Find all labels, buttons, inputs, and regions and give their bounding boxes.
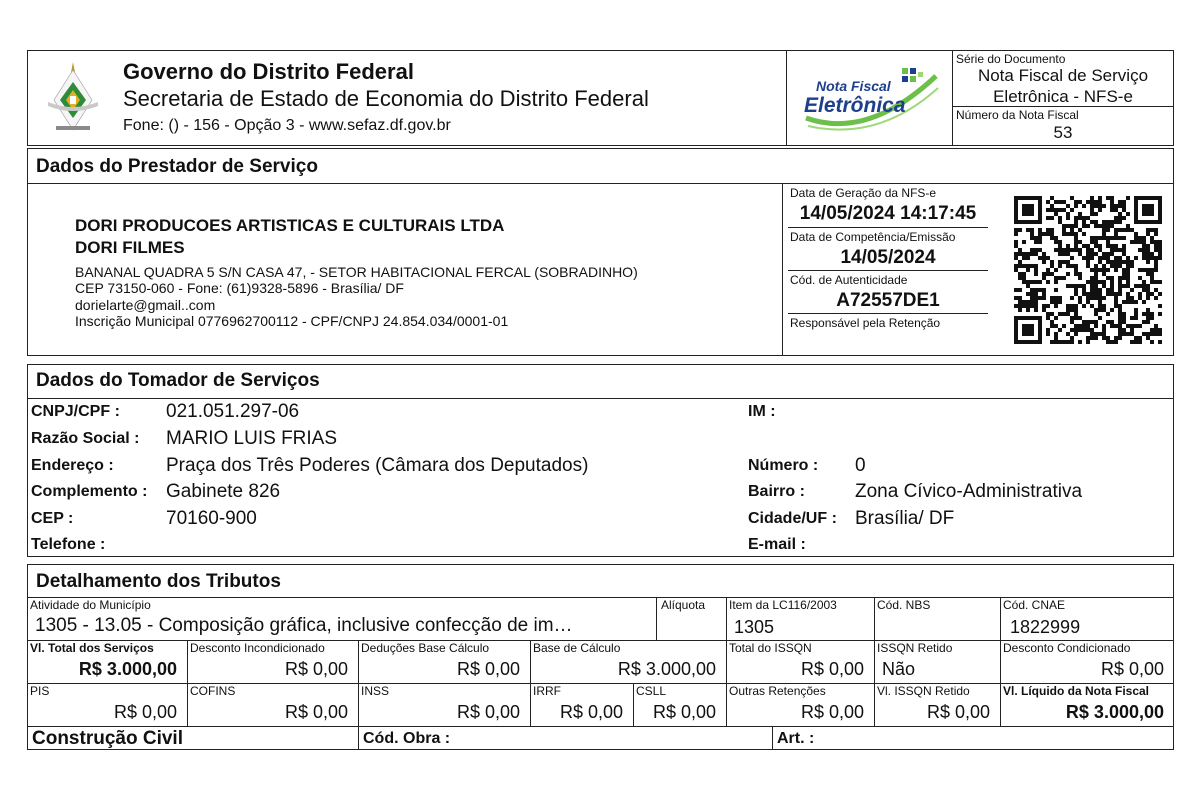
csll-label: CSLL	[636, 684, 667, 698]
endereco-value: Praça dos Três Poderes (Câmara dos Deputados)	[166, 455, 589, 476]
deducoes-label: Deduções Base Cálculo	[361, 641, 490, 655]
prestador-endereco: BANANAL QUADRA 5 S/N CASA 47, - SETOR HABITACIONAL FERCAL (SOBRADINHO)	[75, 264, 638, 280]
cnae-cell	[1000, 597, 1174, 640]
desconto-cond-label: Desconto Condicionado	[1003, 641, 1131, 655]
inss-cell	[358, 683, 530, 726]
vl-issqn-retido-cell	[874, 683, 1000, 726]
vl-issqn-retido-value: R$ 0,00	[926, 702, 990, 722]
total-issqn-value: R$ 0,00	[800, 659, 864, 679]
tributos-title: Detalhamento dos Tributos	[36, 571, 281, 592]
csll-cell	[633, 683, 726, 726]
endereco-label: Endereço :	[31, 457, 114, 474]
numero-value: 0	[855, 455, 866, 476]
pis-label: PIS	[30, 684, 50, 698]
nfe-logo-line1: Nota Fiscal	[816, 78, 891, 94]
secretaria-name: Secretaria de Estado de Economia do Distrito Federal	[123, 86, 649, 111]
issqn-retido-value: Não	[882, 659, 916, 679]
cofins-cell	[187, 683, 358, 726]
autenticidade-label: Cód. de Autenticidade	[790, 273, 908, 287]
prestador-title: Dados do Prestador de Serviço	[36, 156, 318, 177]
pis-value: R$ 0,00	[113, 702, 177, 722]
issqn-retido-label: ISSQN Retido	[877, 641, 953, 655]
total-issqn-cell	[726, 640, 874, 683]
desconto-incond-label: Desconto Incondicionado	[190, 641, 325, 655]
base-calculo-value: R$ 3.000,00	[617, 659, 716, 679]
item-lc-cell	[726, 597, 874, 640]
complemento-label: Complemento :	[31, 483, 148, 500]
outras-retencoes-value: R$ 0,00	[800, 702, 864, 722]
irrf-value: R$ 0,00	[559, 702, 623, 722]
liquido-cell	[1000, 683, 1174, 726]
cofins-value: R$ 0,00	[284, 702, 348, 722]
razao-social-value: MARIO LUIS FRIAS	[166, 428, 338, 449]
nbs-label: Cód. NBS	[877, 598, 931, 612]
total-servicos-label: Vl. Total dos Serviços	[30, 641, 154, 655]
irrf-label: IRRF	[533, 684, 561, 698]
serie-label: Série do Documento	[956, 52, 1066, 66]
atividade-label: Atividade do Município	[30, 598, 151, 612]
base-calculo-label: Base de Cálculo	[533, 641, 621, 655]
atividade-value: 1305 - 13.05 - Composição gráfica, inclusive confecção de im…	[35, 615, 573, 636]
gov-name: Governo do Distrito Federal	[123, 59, 414, 84]
base-calculo-cell	[530, 640, 726, 683]
liquido-value: R$ 3.000,00	[1065, 702, 1164, 722]
prestador-nome-fantasia: DORI FILMES	[75, 238, 185, 257]
tomador-title: Dados do Tomador de Serviços	[36, 370, 320, 391]
outras-retencoes-cell	[726, 683, 874, 726]
total-servicos-cell	[27, 640, 187, 683]
cnae-label: Cód. CNAE	[1003, 598, 1066, 612]
competencia-label: Data de Competência/Emissão	[790, 230, 956, 244]
cofins-label: COFINS	[190, 684, 236, 698]
numero-nota-label: Número da Nota Fiscal	[956, 108, 1079, 122]
desconto-cond-cell	[1000, 640, 1174, 683]
cep-value: 70160-900	[166, 508, 257, 529]
item-lc-label: Item da LC116/2003	[729, 598, 837, 612]
irrf-cell	[530, 683, 633, 726]
geracao-value: 14/05/2024 14:17:45	[799, 203, 977, 224]
art-label: Art. :	[777, 730, 815, 747]
nfe-logo-line2: Eletrônica	[804, 94, 906, 117]
deducoes-value: R$ 0,00	[456, 659, 520, 679]
nfe-logo	[798, 58, 943, 138]
email-label: E-mail :	[748, 536, 806, 553]
construcao-civil-label: Construção Civil	[32, 728, 183, 749]
prestador-razao-social: DORI PRODUCOES ARTISTICAS E CULTURAIS LTDA	[75, 216, 505, 235]
vl-issqn-retido-label: Vl. ISSQN Retido	[877, 684, 970, 698]
desconto-incond-value: R$ 0,00	[284, 659, 348, 679]
bairro-value: Zona Cívico-Administrativa	[855, 481, 1083, 502]
total-issqn-label: Total do ISSQN	[729, 641, 812, 655]
prestador-cep-fone: CEP 73150-060 - Fone: (61)9328-5896 - Brasília/ DF	[75, 280, 404, 296]
numero-nota-value: 53	[1053, 123, 1073, 142]
im-label: IM :	[748, 403, 776, 420]
cnae-value: 1822999	[1010, 617, 1081, 637]
retencao-label: Responsável pela Retenção	[790, 316, 941, 330]
inss-label: INSS	[361, 684, 390, 698]
telefone-label: Telefone :	[31, 536, 106, 553]
desconto-cond-value: R$ 0,00	[1100, 659, 1164, 679]
geracao-label: Data de Geração da NFS-e	[790, 186, 937, 200]
competencia-value: 14/05/2024	[840, 247, 936, 268]
desconto-incond-cell	[187, 640, 358, 683]
autenticidade-value: A72557DE1	[836, 290, 940, 311]
cnpj-value: 021.051.297-06	[166, 401, 300, 422]
numero-label: Número :	[748, 457, 819, 474]
cidade-label: Cidade/UF :	[748, 510, 837, 527]
razao-social-label: Razão Social :	[31, 430, 140, 447]
aliquota-cell	[656, 597, 726, 640]
item-lc-value: 1305	[734, 617, 775, 637]
bairro-label: Bairro :	[748, 483, 805, 500]
atividade-cell	[27, 597, 656, 640]
prestador-inscricao: Inscrição Municipal 0776962700112 - CPF/CNPJ 24.854.034/0001-01	[75, 313, 509, 329]
cod-obra-label: Cód. Obra :	[363, 730, 451, 747]
contact-line: Fone: () - 156 - Opção 3 - www.sefaz.df.gov.br	[123, 117, 451, 134]
complemento-value: Gabinete 826	[166, 481, 281, 502]
deducoes-cell	[358, 640, 530, 683]
total-servicos-value: R$ 3.000,00	[78, 659, 177, 679]
outras-retencoes-label: Outras Retenções	[729, 684, 826, 698]
nbs-cell	[874, 597, 1000, 640]
serie-value-2: Eletrônica - NFS-e	[993, 87, 1133, 106]
aliquota-label: Alíquota	[661, 598, 706, 612]
inss-value: R$ 0,00	[456, 702, 520, 722]
csll-value: R$ 0,00	[652, 702, 716, 722]
brasao-df-logo	[42, 60, 104, 138]
prestador-email: dorielarte@gmail..com	[75, 297, 216, 313]
qr-code	[1014, 196, 1162, 344]
cep-label: CEP :	[31, 510, 74, 527]
cidade-value: Brasília/ DF	[855, 508, 955, 529]
serie-value-1: Nota Fiscal de Serviço	[977, 66, 1149, 85]
liquido-label: Vl. Líquido da Nota Fiscal	[1003, 684, 1150, 698]
cnpj-label: CNPJ/CPF :	[31, 403, 120, 420]
issqn-retido-cell	[874, 640, 1000, 683]
pis-cell	[27, 683, 187, 726]
